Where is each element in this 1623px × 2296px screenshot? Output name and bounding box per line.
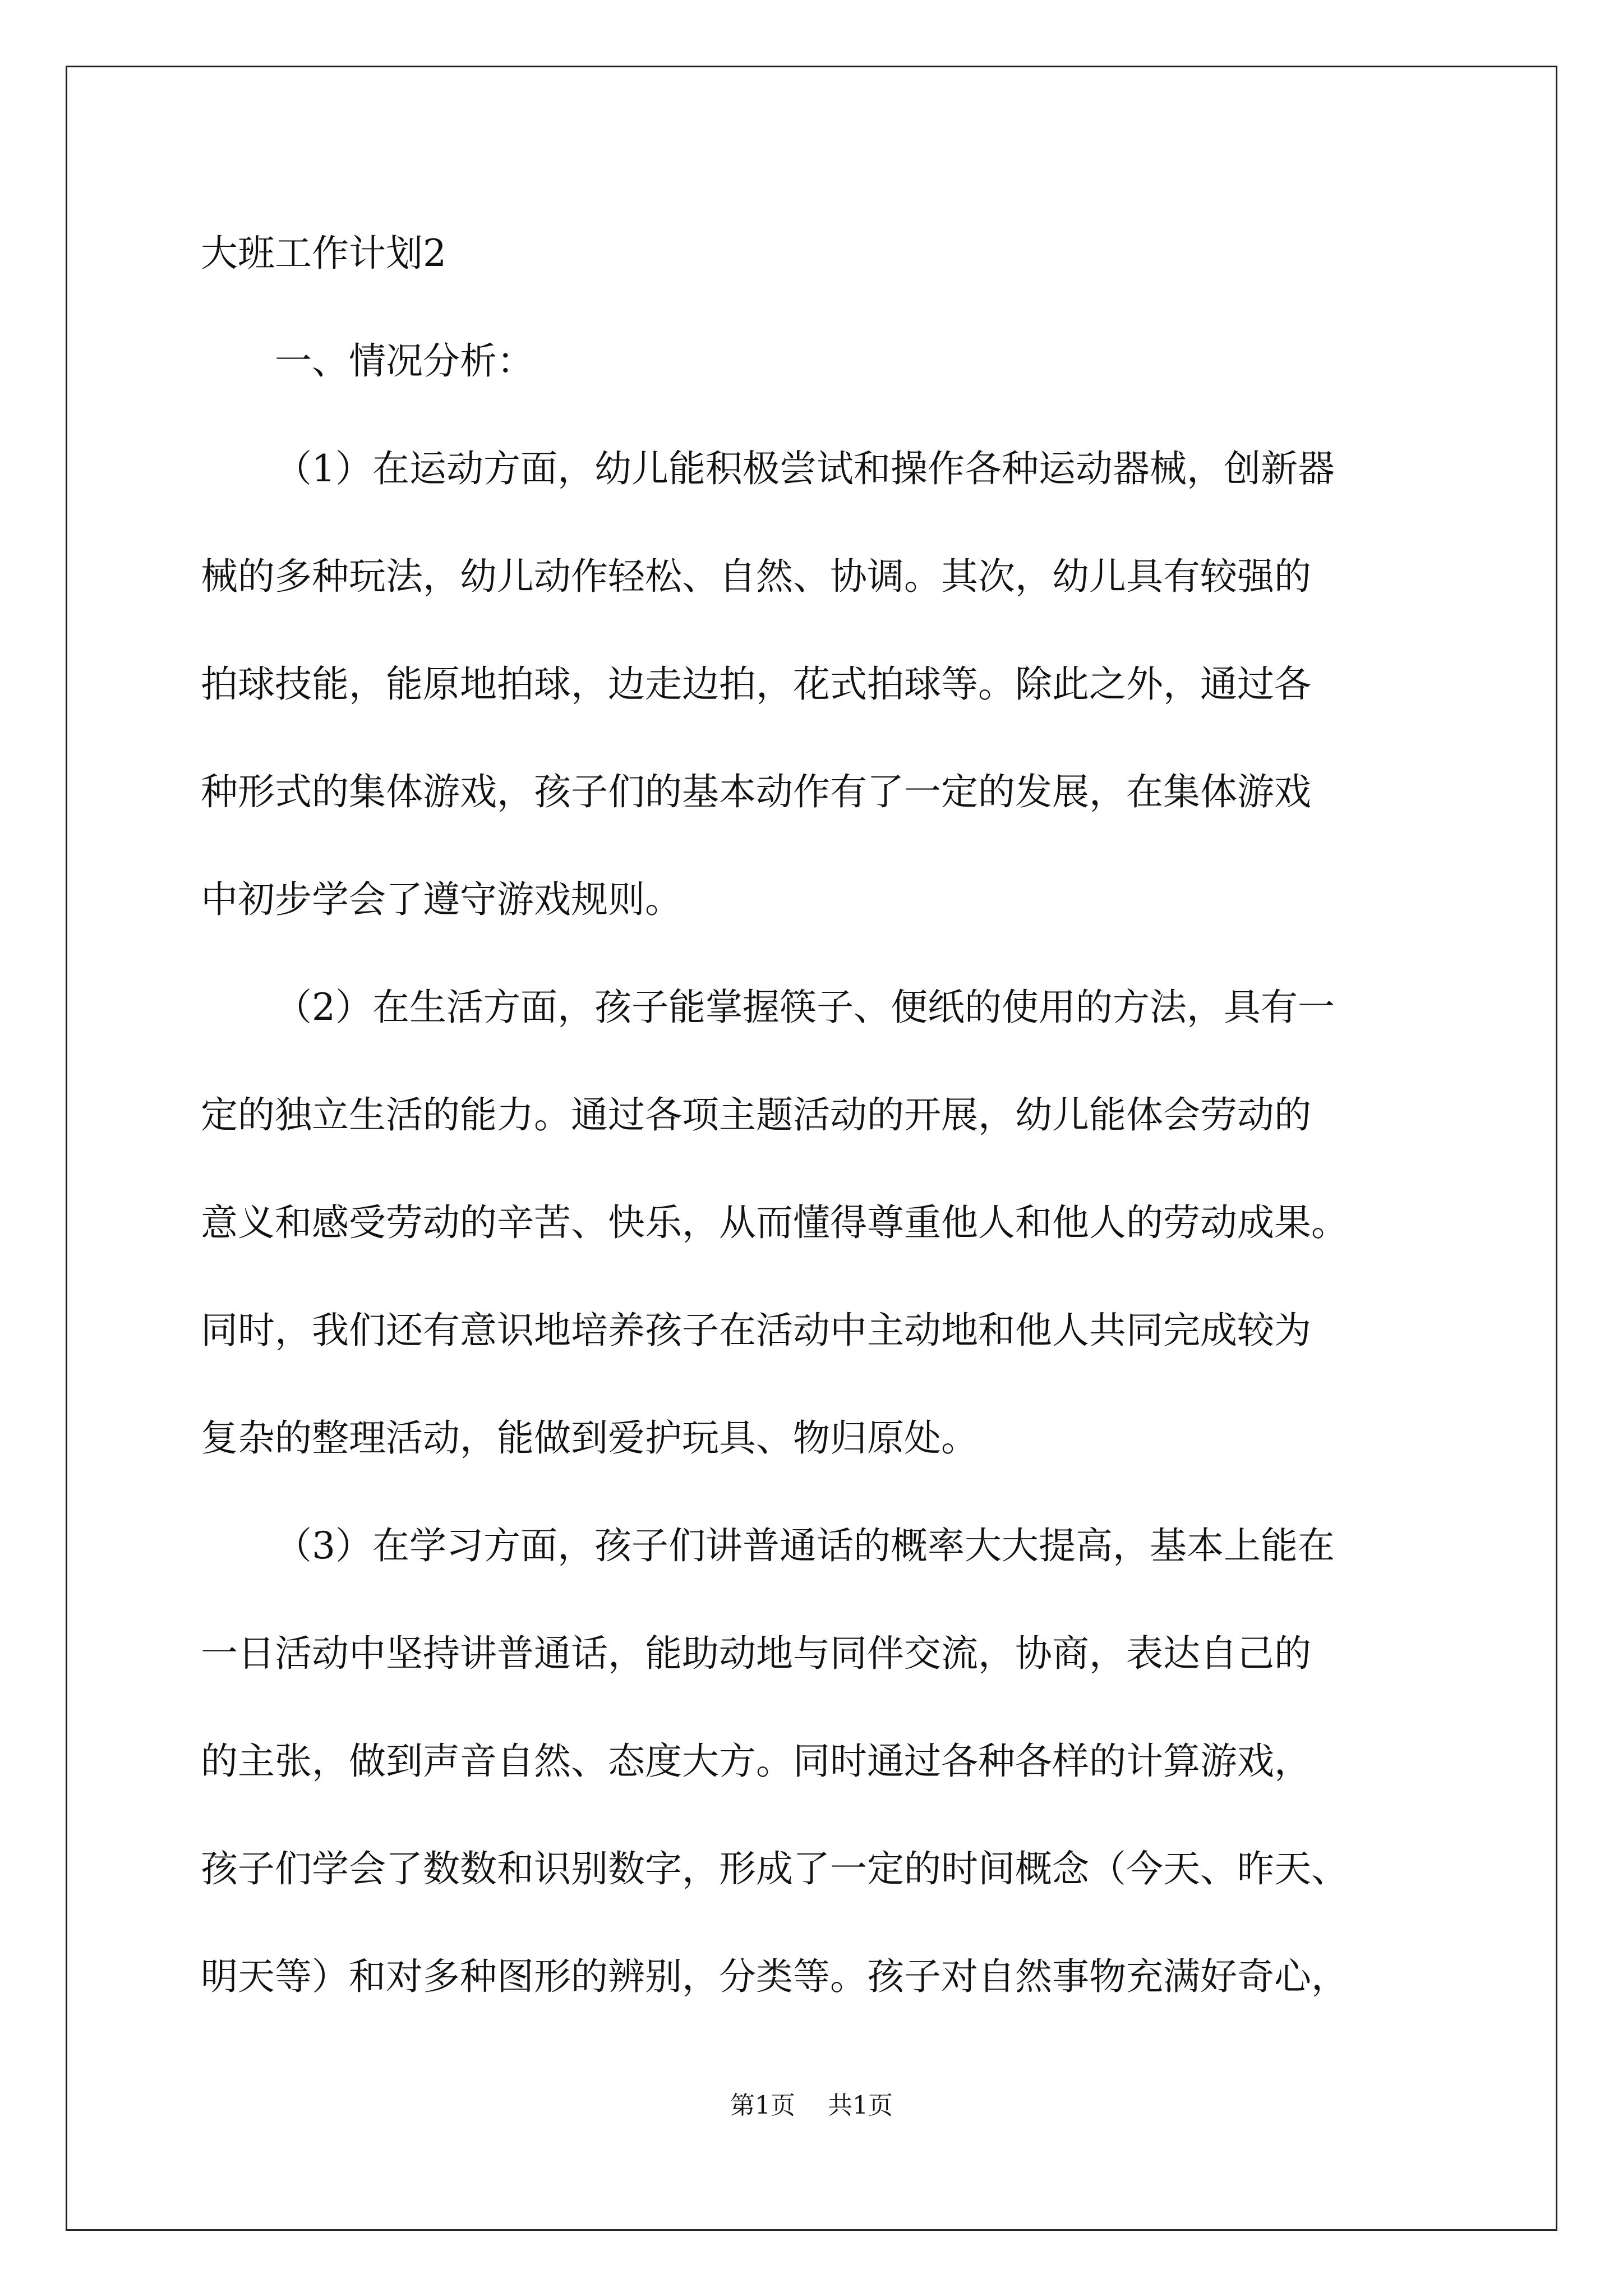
page-number: 第1页 xyxy=(730,2091,795,2120)
paragraph-line: 意义和感受劳动的辛苦、快乐，从而懂得尊重他人和他人的劳动成果。 xyxy=(201,1201,1348,1244)
paragraph-line: 明天等）和对多种图形的辨别，分类等。孩子对自然事物充满好奇心， xyxy=(201,1955,1348,1998)
section-heading: 一、情况分析： xyxy=(275,339,534,383)
document-title: 大班工作计划2 xyxy=(201,232,446,275)
paragraph-line: （2）在生活方面，孩子能掌握筷子、便纸的使用的方法，具有一 xyxy=(275,986,1335,1029)
paragraph-line: 种形式的集体游戏，孩子们的基本动作有了一定的发展，在集体游戏 xyxy=(201,770,1311,813)
paragraph-line: 中初步学会了遵守游戏规则。 xyxy=(201,878,682,921)
paragraph-line: 孩子们学会了数数和识别数字，形成了一定的时间概念（今天、昨天、 xyxy=(201,1847,1348,1890)
paragraph-line: 同时，我们还有意识地培养孩子在活动中主动地和他人共同完成较为 xyxy=(201,1309,1311,1352)
paragraph-2 xyxy=(201,981,1423,1520)
paragraph-line: 械的多种玩法，幼儿动作轻松、自然、协调。其次，幼儿具有较强的 xyxy=(201,555,1311,598)
paragraph-line: 一日活动中坚持讲普通话，能助动地与同伴交流，协商，表达自己的 xyxy=(201,1632,1311,1675)
paragraph-line: 的主张，做到声音自然、态度大方。同时通过各种各样的计算游戏， xyxy=(201,1740,1311,1783)
paragraph-3 xyxy=(201,1520,1423,2058)
paragraph-line: 拍球技能，能原地拍球，边走边拍，花式拍球等。除此之外，通过各 xyxy=(201,662,1311,706)
paragraph-line: （1）在运动方面，幼儿能积极尝试和操作各种运动器械，创新器 xyxy=(275,447,1335,490)
paragraph-line: 复杂的整理活动，能做到爱护玩具、物归原处。 xyxy=(201,1416,978,1460)
document-body xyxy=(201,227,1423,2058)
page-footer xyxy=(0,2089,1623,2123)
page-total: 共1页 xyxy=(828,2091,893,2120)
paragraph-line: （3）在学习方面，孩子们讲普通话的概率大大提高，基本上能在 xyxy=(275,1524,1335,1567)
paragraph-line: 定的独立生活的能力。通过各项主题活动的开展，幼儿能体会劳动的 xyxy=(201,1093,1311,1137)
paragraph-1 xyxy=(201,443,1423,981)
